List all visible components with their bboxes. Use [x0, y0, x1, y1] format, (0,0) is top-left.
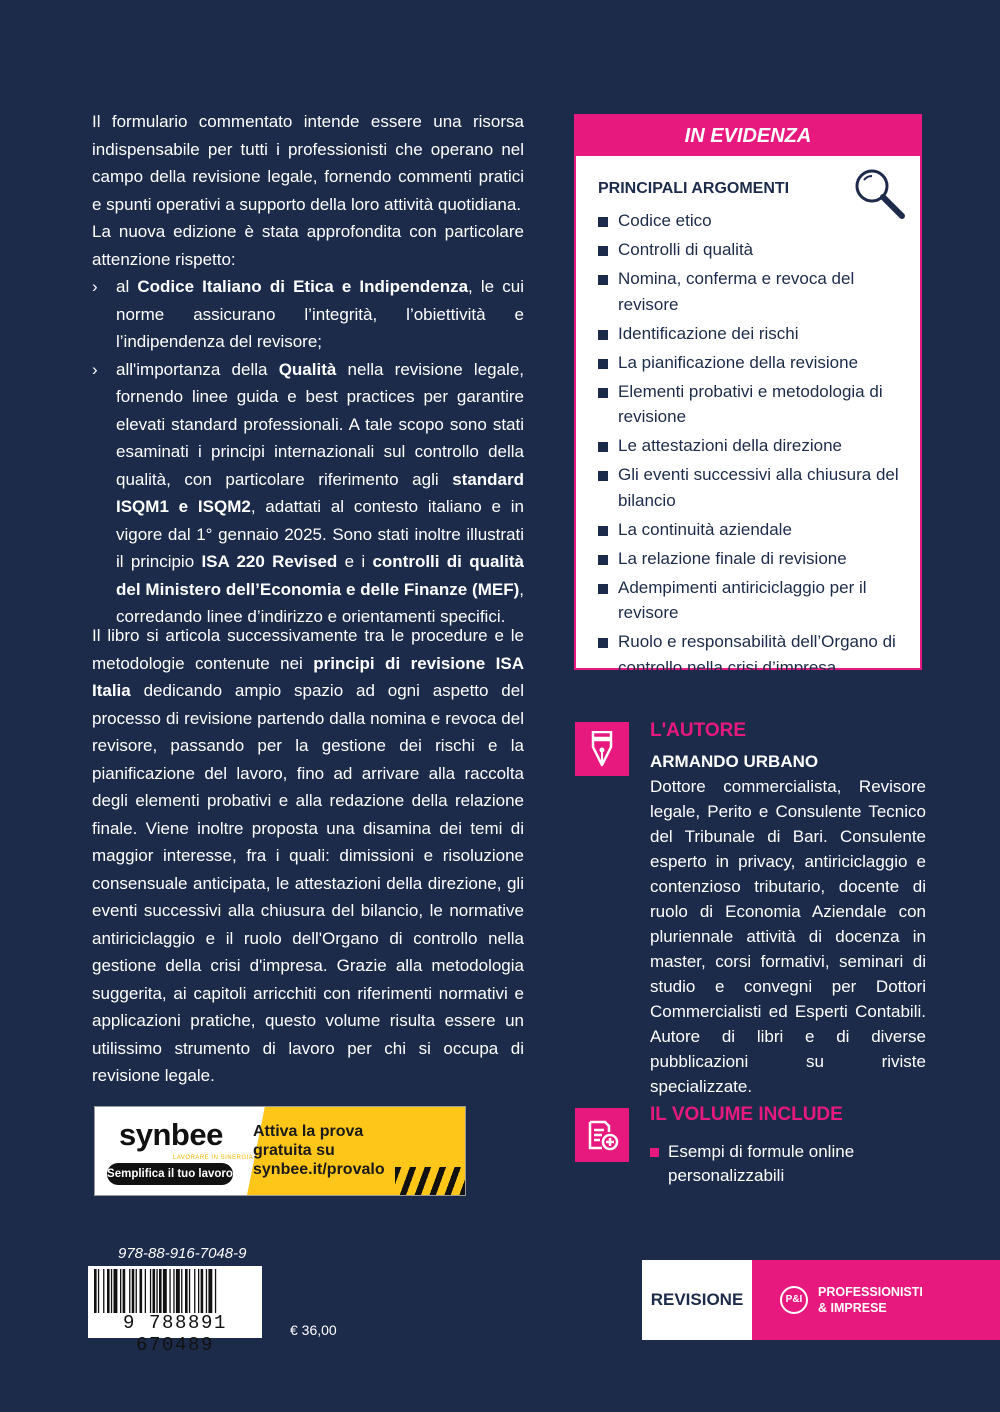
highlights-subtitle: PRINCIPALI ARGOMENTI [598, 180, 790, 197]
barcode-bar [111, 1269, 112, 1313]
publisher-name: PROFESSIONISTI & IMPRESE [818, 1285, 923, 1315]
list-item: Gli eventi successivi alla chiusura del bilancio [598, 462, 908, 513]
intro-paragraph-1: Il formulario commentato intende essere una risorsa indispensabile per tutti i professionisti che operano nel campo della revisione legale, fornendo commenti pratici e spunti operativi a supporto della loro attività quotidiana. [92, 112, 524, 214]
list-item: Codice etico [598, 208, 908, 234]
author-name: ARMANDO URBANO [650, 752, 819, 771]
barcode [88, 1266, 262, 1356]
barcode-bar [107, 1269, 110, 1313]
intro-bullet-1: › al Codice Italiano di Etica e Indipendenza, le cui norme assicurano l’integrità, l’obiettività e l’indipendenza del revisore; [92, 273, 524, 356]
series-label: REVISIONE [642, 1260, 752, 1340]
barcode-bar [201, 1269, 204, 1313]
barcode-bar [103, 1269, 104, 1313]
barcode-bar [181, 1269, 182, 1313]
barcode-bar [185, 1269, 188, 1313]
barcode-bar [215, 1269, 216, 1313]
highlights-box [574, 114, 922, 677]
document-add-icon [575, 1108, 629, 1162]
list-item: Ruolo e responsabilità dell’Organo di controllo nella crisi d’impresa [598, 629, 908, 680]
barcode-bar [153, 1269, 156, 1313]
author-bio: Dottore commercialista, Revisore legale, Perito e Consulente Tecnico del Tribunale di Bari. Consulente esperto in privacy, antiriciclaggio e contenzioso tributario, docente di ruolo di Economia Aziendale con pluriennale attività di docenza in master, corsi formativi, seminari di studio e convegni per Dottori Commercialisti ed Esperti Contabili. Autore di libri e di diverse pubblicazioni su riviste specializzate. [650, 777, 926, 1096]
list-item: La pianificazione della revisione [598, 350, 908, 376]
list-item: Adempimenti antiriciclaggio per il revisore [598, 575, 908, 626]
list-item: Elementi probativi e metodologia di revisione [598, 379, 908, 430]
list-item: La relazione finale di revisione [598, 546, 908, 572]
barcode-bar [120, 1269, 121, 1313]
list-item: Nomina, conferma e revoca del revisore [598, 266, 908, 317]
publisher-brand [752, 1260, 1000, 1340]
barcode-bar [156, 1269, 157, 1313]
fountain-pen-icon [587, 731, 617, 767]
synbee-tagline: LAVORARE IN SINERGIA [173, 1155, 254, 1161]
intro-paragraph-2: La nuova edizione è stata approfondita con particolare attenzione rispetto: [92, 222, 524, 269]
volume-section-title: IL VOLUME INCLUDE [650, 1104, 843, 1125]
book-description: Il libro si articola successivamente tra le procedure e le metodologie contenute nei principi di revisione ISA Italia dedicando ampio spazio ad ogni aspetto del processo di revisione partendo dalla nomina e revoca del revisore, passando per la gestione dei rischi e la pianificazione del lavoro, fino ad arrivare alla raccolta degli elementi probativi e alla redazione della relazione finale. Viene inoltre proposta una disamina dei temi di maggior interesse, fra i quali: dimissioni e risoluzione consensuale anticipata, le attestazioni della direzione, gli eventi successivi alla chiusura del bilancio, le normative antiriciclaggio e il ruolo dell'Organo di controllo nella gestione della crisi d'impresa. Grazie alla metodologia suggerita, ai capitoli arricchiti con riferimenti normativi e applicazioni pratiche, questo volume risulta essere un utilissimo strumento di lavoro per chi si occupa di revisione legale. [92, 626, 524, 1085]
barcode-bar [114, 1269, 118, 1313]
barcode-bar [208, 1269, 212, 1313]
publisher-logo: P&I [780, 1286, 808, 1314]
synbee-banner[interactable] [94, 1106, 466, 1196]
intro-text [92, 108, 524, 631]
barcode-bar [206, 1269, 207, 1313]
fountain-pen-icon [575, 722, 629, 776]
list-item: Le attestazioni della direzione [598, 433, 908, 459]
synbee-logo: synbee [119, 1117, 223, 1152]
intro-bullets [92, 273, 524, 631]
synbee-cta-text[interactable]: Attiva la prova gratuita su synbee.it/provalo [253, 1123, 385, 1178]
intro-bullet-2: › all'importanza della Qualità nella revisione legale, fornendo linee guida e best practices per garantire elevati standard professionali. A tale scopo sono stati esaminati i principi internazionali sul controllo della qualità, con particolare riferimento agli standard ISQM1 e ISQM2, adattati al contesto italiano e in vigore dal 1° gennaio 2025. Sono stati inoltre illustrati il principio ISA 220 Revised e i controlli di qualità del Ministero dell’Economia e delle Finanze (MEF), corredando linee d’indirizzo e orientamenti specifici. [92, 356, 524, 631]
volume-list [650, 1140, 910, 1188]
isbn: 978-88-916-7048-9 [118, 1245, 247, 1262]
barcode-bar [140, 1269, 143, 1313]
barcode-bar [98, 1269, 99, 1313]
highlights-header: IN EVIDENZA [576, 116, 920, 156]
barcode-bar [145, 1269, 146, 1313]
price: € 36,00 [290, 1322, 337, 1338]
barcode-bar [189, 1269, 190, 1313]
barcode-bar [136, 1269, 137, 1313]
list-item: Controlli di qualità [598, 237, 908, 263]
barcode-bar [198, 1269, 199, 1313]
topics-list [598, 208, 908, 684]
barcode-bar [129, 1269, 130, 1313]
document-add-icon [585, 1118, 619, 1152]
barcode-bar [173, 1269, 174, 1313]
barcode-bar [176, 1269, 180, 1313]
synbee-slogan-pill: Semplifica il tuo lavoro [107, 1163, 233, 1185]
author-section-title: L'AUTORE [650, 720, 747, 741]
barcode-digits: 9 788891 670489 [122, 1312, 227, 1356]
barcode-bar [150, 1269, 151, 1313]
list-item: La continuità aziendale [598, 517, 908, 543]
barcode-bar [159, 1269, 162, 1313]
list-item: Identificazione dei rischi [598, 321, 908, 347]
barcode-bar [123, 1269, 126, 1313]
barcode-bar [163, 1269, 167, 1313]
barcode-bars [94, 1269, 256, 1313]
barcode-bar [94, 1269, 97, 1313]
list-item: Esempi di formule online personalizzabili [650, 1140, 910, 1188]
synbee-stripes [395, 1167, 465, 1195]
barcode-bar [169, 1269, 170, 1313]
barcode-bar [132, 1269, 135, 1313]
barcode-bar [194, 1269, 195, 1313]
